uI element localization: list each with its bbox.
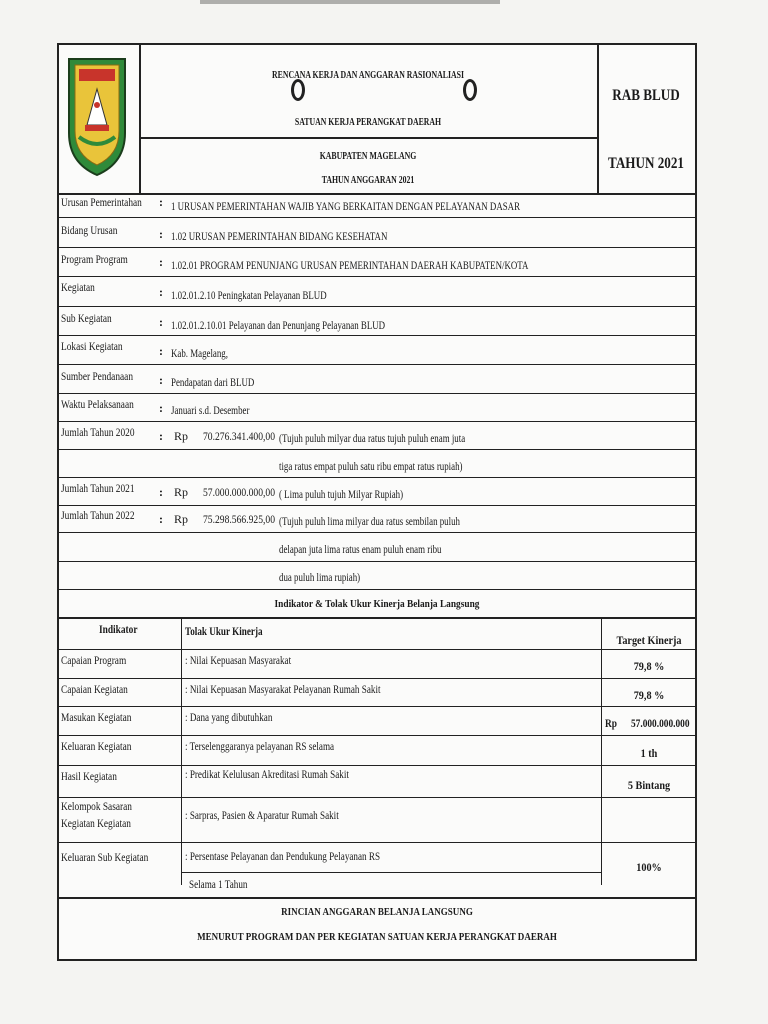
row-divider	[59, 306, 695, 307]
indikator-cell-line2: Kegiatan Kegiatan	[61, 816, 131, 830]
colon: :	[159, 512, 163, 526]
logo-cell	[59, 45, 141, 193]
jumlah-2021-amount: 57.000.000.000,00	[203, 485, 275, 499]
jumlah-2020-label: Jumlah Tahun 2020	[61, 425, 135, 439]
jumlah-2022-label: Jumlah Tahun 2022	[61, 508, 135, 522]
target-cell: 79,8 %	[633, 688, 665, 702]
row-divider	[59, 532, 695, 533]
sub-kegiatan-label: Sub Kegiatan	[61, 311, 112, 325]
tolak-ukur-cell: : Terselenggaranya pelayanan RS selama	[185, 739, 335, 753]
column-divider	[601, 617, 602, 885]
row-divider	[59, 765, 695, 766]
bidang-value: 1.02 URUSAN PEMERINTAHAN BIDANG KESEHATAN	[171, 229, 388, 243]
document-header	[59, 45, 695, 195]
indikator-cell: Keluaran Sub Kegiatan	[61, 850, 149, 864]
row-divider	[59, 505, 695, 506]
indikator-cell: Keluaran Kegiatan	[61, 739, 132, 753]
tahun-label: TAHUN 2021	[608, 155, 684, 172]
currency-label: Rp	[174, 485, 189, 499]
rincian-title: RINCIAN ANGGARAN BELANJA LANGSUNG	[281, 906, 473, 918]
colon: :	[159, 401, 163, 415]
colon: :	[159, 485, 163, 499]
indikator-cell: Hasil Kegiatan	[61, 769, 117, 783]
paper-edge	[200, 0, 500, 4]
currency-label: Rp	[174, 429, 189, 443]
indikator-cell: Masukan Kegiatan	[61, 710, 132, 724]
colon: :	[159, 373, 163, 387]
rab-cell	[597, 45, 695, 193]
kegiatan-label: Kegiatan	[61, 280, 95, 294]
row-divider	[59, 561, 695, 562]
jumlah-2020-words-1: (Tujuh puluh milyar dua ratus tujuh puluh enam juta	[279, 431, 466, 445]
jumlah-2021-label: Jumlah Tahun 2021	[61, 481, 135, 495]
tolak-ukur-cell: : Persentase Pelayanan dan Pendukung Pelayanan RS	[185, 849, 381, 863]
jumlah-2022-words-2: delapan juta lima ratus enam puluh enam ribu	[279, 542, 442, 556]
tolak-ukur-cell: : Nilai Kepuasan Masyarakat	[185, 653, 292, 667]
tolak-ukur-cell: Selama 1 Tahun	[189, 877, 248, 891]
rab-label: RAB BLUD	[612, 87, 680, 104]
colon: :	[159, 285, 163, 299]
indikator-cell: Capaian Kegiatan	[61, 682, 128, 696]
row-divider	[59, 276, 695, 277]
row-divider	[59, 364, 695, 365]
header-title-4: TAHUN ANGGARAN 2021	[321, 175, 415, 186]
lokasi-value: Kab. Magelang,	[171, 346, 228, 360]
jumlah-2020-words-2: tiga ratus empat puluh satu ribu empat ratus rupiah)	[279, 459, 463, 473]
jumlah-2022-words-3: dua puluh lima rupiah)	[279, 570, 361, 584]
row-divider	[59, 706, 695, 707]
urusan-label: Urusan Pemerintahan	[61, 195, 142, 209]
header-title-2: SATUAN KERJA PERANGKAT DAERAH	[294, 117, 442, 128]
rab-document	[57, 43, 697, 961]
tolak-ukur-cell: : Nilai Kepuasan Masyarakat Pelayanan Rumah Sakit	[185, 682, 381, 696]
header-title-3: KABUPATEN MAGELANG	[319, 151, 417, 162]
colon: :	[159, 227, 163, 241]
sumber-value: Pendapatan dari BLUD	[171, 375, 255, 389]
row-divider	[59, 421, 695, 422]
indikator-cell: Capaian Program	[61, 653, 127, 667]
row-divider	[59, 449, 695, 450]
row-divider	[59, 649, 695, 650]
program-label: Program Program	[61, 252, 128, 266]
waktu-label: Waktu Pelaksanaan	[61, 397, 134, 411]
row-divider	[59, 678, 695, 679]
kegiatan-value: 1.02.01.2.10 Peningkatan Pelayanan BLUD	[171, 288, 327, 302]
jumlah-2020-amount: 70.276.341.400,00	[203, 429, 275, 443]
row-divider	[59, 193, 695, 195]
lokasi-label: Lokasi Kegiatan	[61, 339, 123, 353]
header-divider	[139, 137, 597, 139]
col-header-tolak-ukur: Tolak Ukur Kinerja	[185, 624, 263, 638]
urusan-value: 1 URUSAN PEMERINTAHAN WAJIB YANG BERKAITAN DENGAN PELAYANAN DASAR	[171, 199, 521, 213]
jumlah-2022-words-1: (Tujuh puluh lima milyar dua ratus sembilan puluh	[279, 514, 460, 528]
row-divider	[59, 617, 695, 619]
jumlah-2022-amount: 75.298.566.925,00	[203, 512, 275, 526]
row-divider	[181, 872, 601, 873]
currency-label: Rp	[174, 512, 189, 526]
colon: :	[159, 255, 163, 269]
colon: :	[159, 344, 163, 358]
row-divider	[59, 589, 695, 590]
sub-kegiatan-value: 1.02.01.2.10.01 Pelayanan dan Penunjang Pelayanan BLUD	[171, 318, 386, 332]
target-cell: 100%	[636, 860, 662, 874]
colon: :	[159, 315, 163, 329]
row-divider	[59, 897, 695, 899]
row-divider	[59, 393, 695, 394]
target-cell: 5 Bintang	[627, 778, 671, 792]
indikator-section-title: Indikator & Tolak Ukur Kinerja Belanja Langsung	[274, 598, 480, 610]
colon: :	[159, 429, 163, 443]
bidang-label: Bidang Urusan	[61, 223, 118, 237]
row-divider	[59, 735, 695, 736]
sumber-label: Sumber Pendanaan	[61, 369, 134, 383]
row-divider	[59, 217, 695, 218]
rincian-subtitle: MENURUT PROGRAM DAN PER KEGIATAN SATUAN KERJA PERANGKAT DAERAH	[197, 931, 557, 943]
row-divider	[59, 842, 695, 843]
header-title-1: RENCANA KERJA DAN ANGGARAN RASIONALIASI	[271, 70, 465, 81]
target-cell: 79,8 %	[633, 659, 665, 673]
row-divider	[59, 797, 695, 798]
indikator-cell: Kelompok Sasaran	[61, 799, 132, 813]
header-title-cell	[139, 45, 599, 193]
jumlah-2021-words: ( Lima puluh tujuh Milyar Rupiah)	[279, 487, 404, 501]
row-divider	[59, 247, 695, 248]
row-divider	[59, 335, 695, 336]
tolak-ukur-cell: : Dana yang dibutuhkan	[185, 710, 273, 724]
program-value: 1.02.01 PROGRAM PENUNJANG URUSAN PEMERINTAHAN DAERAH KABUPATEN/KOTA	[171, 258, 529, 272]
col-header-target: Target Kinerja	[616, 633, 682, 647]
row-divider	[59, 477, 695, 478]
tolak-ukur-cell: : Predikat Kelulusan Akreditasi Rumah Sakit	[185, 767, 349, 781]
target-cell: 57.000.000.000	[631, 716, 690, 730]
column-divider	[181, 617, 182, 885]
waktu-value: Januari s.d. Desember	[171, 403, 250, 417]
colon: :	[159, 195, 163, 209]
target-cell: 1 th	[640, 746, 658, 760]
tolak-ukur-cell: : Sarpras, Pasien & Aparatur Rumah Sakit	[185, 808, 339, 822]
target-currency: Rp	[605, 716, 617, 730]
col-header-indikator: Indikator	[99, 622, 138, 636]
kabupaten-magelang-emblem-icon	[65, 55, 129, 177]
